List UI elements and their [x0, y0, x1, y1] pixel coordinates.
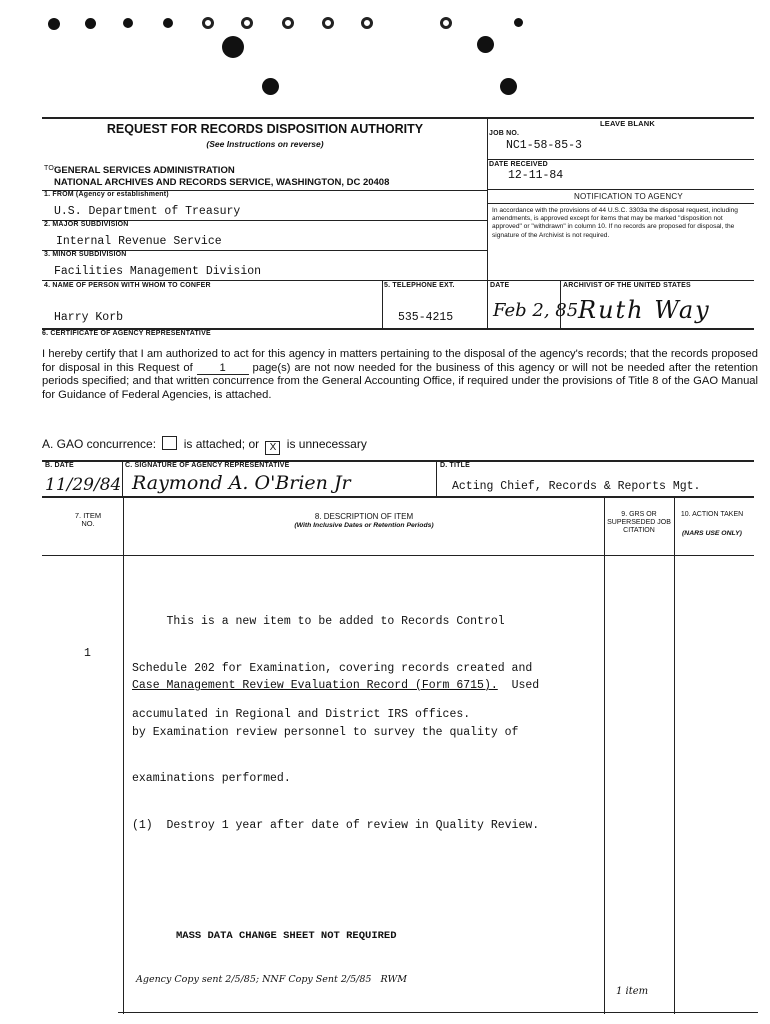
telephone-label: 5. TELEPHONE EXT. [384, 282, 455, 289]
job-no-label: JOB NO. [489, 130, 520, 137]
form-subtitle: (See Instructions on reverse) [206, 139, 324, 149]
sign-date-value: 11/29/84 [45, 475, 122, 495]
gao-unnecessary-checkbox[interactable]: X [265, 441, 280, 455]
col-action-sub: (NARS USE ONLY) [682, 530, 742, 537]
from-label: 1. FROM (Agency or establishment) [44, 191, 169, 198]
minor-subdivision-value: Facilities Management Division [54, 265, 262, 278]
date-received-value: 12-11-84 [508, 169, 564, 182]
col-description-sub: (With Inclusive Dates or Retention Periods) [294, 522, 434, 529]
job-no-value: NC1-58-85-3 [506, 139, 582, 152]
gao-prefix: A. GAO concurrence: [42, 437, 157, 451]
sign-date-label: B. DATE [45, 462, 74, 469]
item-used: Used [511, 679, 540, 692]
approval-date-value: Feb 2, 85 [493, 300, 579, 321]
handwritten-initials: RWM [380, 974, 407, 985]
item-line: (1) Destroy 1 year after date of review in Quality Review. [132, 818, 540, 832]
agency-copy-note: Agency Copy sent 2/5/85; NNF Copy Sent 2/5/85 RWM [136, 974, 407, 985]
item-title: Case Management Review Evaluation Record (Form 6715). [132, 679, 498, 692]
notification-text: In accordance with the provisions of 44 U.S.C. 3303a the disposal request, including amendments, is approved except for items that may be marked "disposition not approved" or "withdrawn" in column 10. If no records are proposed for disposal, the signature of the Archivist is not required. [492, 207, 738, 239]
item-number: 1 [84, 647, 91, 660]
date-received-label: DATE RECEIVED [489, 161, 548, 168]
col-description: 8. DESCRIPTION OF ITEM [314, 512, 414, 521]
item-line: examinations performed. [132, 772, 291, 785]
telephone-value: 535-4215 [398, 311, 454, 324]
major-subdivision-value: Internal Revenue Service [56, 235, 222, 248]
gao-attached-checkbox[interactable] [162, 436, 177, 450]
to-line-2: NATIONAL ARCHIVES AND RECORDS SERVICE, WASHINGTON, DC 20408 [54, 177, 390, 188]
certificate-text-after: page(s) are not now needed for the business of this agency or will not be needed after the retention periods specified; and that written concurrence from the General Accounting Office, if required under the provisions of Title 8 of the GAO Manual for Guidance of Federal Agencies, is attached. [42, 361, 759, 401]
intro-line: accumulated in Regional and District IRS offices. [132, 708, 471, 721]
from-value: U.S. Department of Treasury [54, 205, 241, 218]
gao-attached-label: is attached; or [183, 437, 260, 451]
title-label: D. TITLE [440, 462, 470, 469]
title-value: Acting Chief, Records & Reports Mgt. [452, 480, 701, 493]
form-title: REQUEST FOR RECORDS DISPOSITION AUTHORITY [106, 122, 424, 136]
minor-subdivision-label: 3. MINOR SUBDIVISION [44, 251, 127, 258]
certificate-text [42, 348, 758, 402]
archivist-label: ARCHIVIST OF THE UNITED STATES [563, 282, 691, 289]
col-item-no: 7. ITEM NO. [74, 511, 102, 528]
item-description [132, 647, 539, 849]
major-subdivision-label: 2. MAJOR SUBDIVISION [44, 221, 129, 228]
leave-blank-label: LEAVE BLANK [600, 119, 655, 128]
certificate-label: 6. CERTIFICATE OF AGENCY REPRESENTATIVE [42, 330, 211, 337]
intro-line: This is a new item to be added to Records Control [132, 615, 505, 628]
agency-signature-label: C. SIGNATURE OF AGENCY REPRESENTATIVE [125, 462, 290, 469]
notification-label: NOTIFICATION TO AGENCY [574, 192, 683, 201]
agency-signature: Raymond A. O'Brien Jr [132, 472, 351, 494]
person-label: 4. NAME OF PERSON WITH WHOM TO CONFER [44, 282, 211, 289]
page-count: 1 [197, 363, 249, 375]
intro-line: Schedule 202 for Examination, covering records created and [132, 661, 533, 675]
col-action: 10. ACTION TAKEN [680, 511, 744, 518]
gao-concurrence [42, 436, 367, 455]
approval-date-label: DATE [490, 282, 510, 289]
to-line-1: GENERAL SERVICES ADMINISTRATION [54, 165, 235, 176]
certificate-text-before: I hereby certify that I am authorized to act for this agency in matters pertaining to the disposal of the agency's records; that the records proposed for disposal in this Request of [42, 348, 758, 374]
gao-unnecessary-label: is unnecessary [286, 437, 367, 451]
to-label: TO: [44, 165, 57, 172]
col-grs: 9. GRS OR SUPERSEDED JOB CITATION [607, 511, 671, 535]
item-line: by Examination review personnel to survey the quality of [132, 725, 519, 739]
mass-data-note: MASS DATA CHANGE SHEET NOT REQUIRED [176, 930, 397, 942]
person-value: Harry Korb [54, 311, 124, 324]
grs-handwritten-note: 1 item [616, 986, 649, 997]
archivist-signature: Ruth Way [578, 296, 711, 324]
